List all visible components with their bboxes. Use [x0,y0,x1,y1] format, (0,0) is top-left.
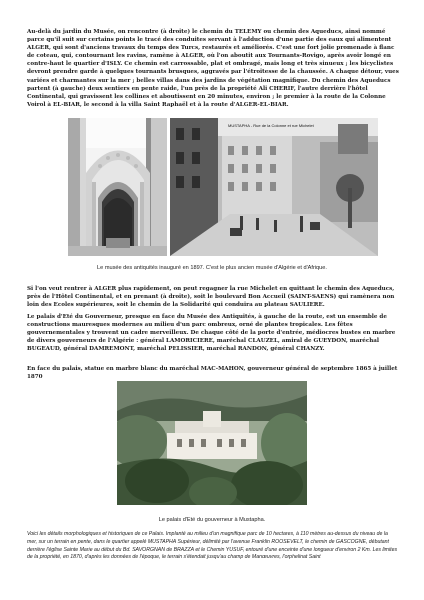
paragraph-summer-palace: Le palais d'Eté du Gouverneur, presque en face du Musée des Antiquités, à gauche de la route, est un ensemble de constructions mauresques modernes au milieu d'un parc ombreux, orné de plantes tropicales. Les fêtes gouvernementales y trouvent un cadre merveilleux. De chaque côté de la porte d'entrée, médiocres bustes en marbre de divers gouverneurs de l'Algérie : général LAMORICIERE, maréchal CLAUZEL, amiral de GUEYDON, maréchal BUGEAUD, général DAMREMONT, maréchal PELISSIER, maréchal RANDON, général CHANZY. [27,314,396,353]
palace-photo [117,381,307,505]
footer-note: Voici les détails morphologiques et historiques de ce Palais. Implanté au milieu d'un magnifique parc de 10 hectares, à 110 mètres au-dessus du niveau de la mer, sur un terrain en pente, dans le quartier appelé MUSTAPHA Supérieur, délimité par l'avenue Franklin ROOSEVELT, le chemin de GASCOGNE, débutant derrière l'église Sainte Marie au début du Bd. SAVORGNAN de BRAZZA et le Chemin YUSUF, entouré d'une enceinte d'une longueur d'environ 2 Km. Les limites de la propriété, en 1870, d'après les données de l'époque, le terrain s'étendait jusqu'au champ de Manœuvres, l'orphelinat Saint [27,531,398,561]
museum-caption: Le musée des antiquités inauguré en 1897. C'est le plus ancien musée d'Algérie et d'Afrique. [97,265,327,271]
paragraph-return-route: Si l'on veut rentrer à ALGER plus rapidement, on peut regagner la rue Michelet en quittant le chemin des Aqueducs, près de l'Hôtel Continental, et en prenant (à droite), soit le boulevard Bon Accueil (SAINT-SAENS) qui ramènera non loin des Ecoles supérieures, soit le chemin de la Solidarité qui conduira au plateau SAULIERE. [27,286,395,309]
museum-photo [68,118,167,256]
paragraph-mac-mahon: En face du palais, statue en marbre blanc du maréchal MAC-MAHON, gouverneur général de septembre 1865 à juillet 1870 [27,366,398,381]
postcard-inscription: MUSTAPHA - Rue de la Colonne et rue Michelet [228,123,314,128]
paragraph-aqueducs: Au-delà du jardin du Musée, on rencontre (à droite) le chemin du TELEMY ou chemin des Aqueducs, ainsi nommé parce qu'il suit sur certains points le tracé des conduites servant à l'adduction d'une partie des eaux qui alimentent ALGER, qui sont d'anciens travaux du temps des Turcs, restaurés et améliorés. C'est une fort jolie promenade à flanc de coteau, qui, contournant les ravins, ramène à ALGER, où l'on aboutit aux Tournants-Rovigo, après avoir longé en contre-haut le quartier d'ISLY. Ce chemin est carrossable, plat et ombragé, mais long et très sinueux ; les bicyclistes devront prendre garde à quelques tournants brusques, aggravés par l'étroitesse de la chaussée. A chaque détour, vues variées et charmantes sur la mer ; belles villas dans des jardins de végétation magnifique. Du chemin des Aqueducs partent (à gauche) deux sentiers en pente raide, l'un près de la propriété Ali CHERIF, l'autre derrière l'hôtel Continental, qui gravissent les collines et aboutissent en 20 minutes, environ ; le premier à la route de la Colonne Voirol à EL-BIAR, le second à la villa Saint Raphaël et à la route d'ALGER-EL-BIAR. [27,29,399,108]
street-postcard-photo [170,118,378,256]
palace-caption: Le palais d'Eté du gouverneur à Mustapha. [158,517,266,523]
